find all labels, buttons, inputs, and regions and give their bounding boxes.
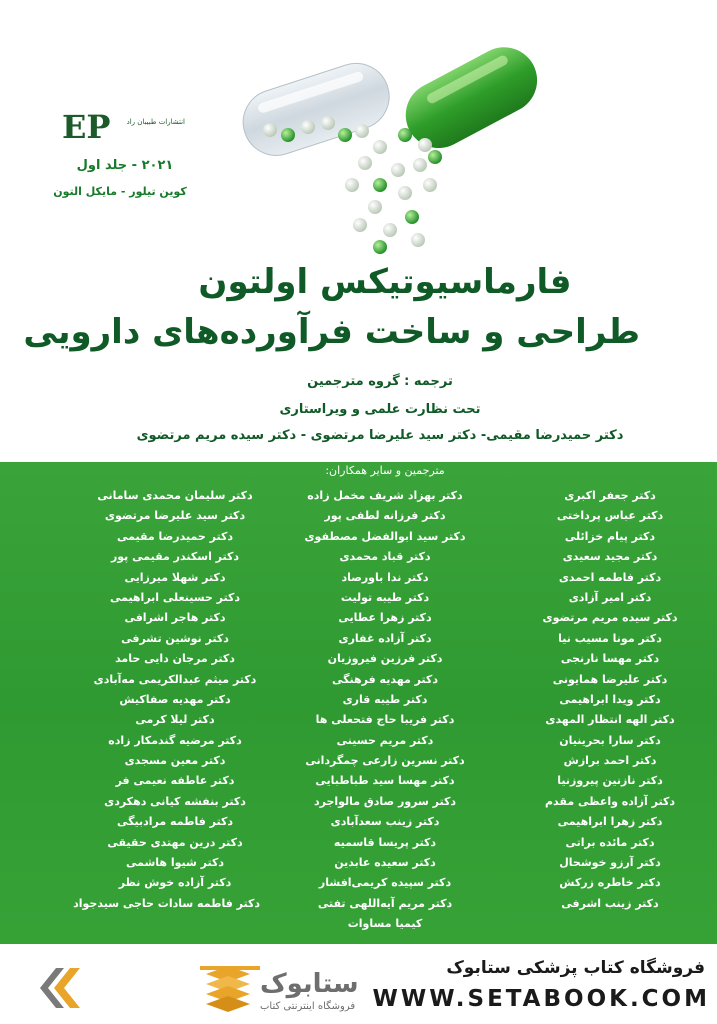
- pill-bead: [355, 124, 369, 138]
- translator-name: دکتر مرضیه گندمکار زاده: [108, 733, 242, 747]
- translators-column-left: [73, 486, 260, 914]
- translation-credit: ترجمه : گروه مترجمین: [307, 374, 453, 389]
- translator-name: دکتر آزاده خوش نظر: [118, 876, 232, 890]
- pill-bead: [423, 178, 437, 192]
- supervision-label: تحت نظارت علمی و ویراستاری: [279, 402, 481, 417]
- pill-bead: [405, 210, 419, 224]
- supervisors-names: دکتر حمیدرضا مقیمی- دکتر سید علیرضا مرتضوی - دکتر سیده مریم مرتضوی: [136, 428, 624, 443]
- translator-name: دکتر زهرا عطایی: [338, 611, 432, 625]
- translator-name: دکتر مهسا نارنجی: [560, 652, 660, 666]
- translator-name: دکتر زهرا ابراهیمی: [557, 815, 663, 829]
- pill-bead: [398, 128, 412, 142]
- book-title: فارماسیوتیکس اولتون: [198, 262, 572, 302]
- translator-name: دکتر مرجان دایی حامد: [115, 652, 235, 666]
- translator-name: دکتر فرزانه لطفی پور: [324, 509, 446, 523]
- pill-bead: [391, 163, 405, 177]
- translator-name: دکتر عباس پرداختی: [556, 509, 664, 523]
- pill-bead: [383, 223, 397, 237]
- translator-name: دکتر الهه انتظار المهدی: [545, 713, 675, 727]
- translator-name: دکتر معین مسجدی: [124, 754, 226, 768]
- pill-bead: [373, 140, 387, 154]
- translator-name: دکتر سعیده عابدین: [334, 856, 436, 870]
- translator-name: دکتر نسرین زارعی چمگردانی: [305, 754, 465, 768]
- publisher-name: انتشارات طبیبان راد: [126, 118, 185, 126]
- translator-name: دکتر سپیده کریمی‌افشار: [318, 876, 452, 890]
- translator-name: دکتر هاجر اشرافی: [124, 611, 226, 625]
- translator-name: دکتر مهدیه فرهنگی: [332, 672, 438, 686]
- translator-name: کیمیا مساوات: [347, 917, 423, 931]
- translator-name: دکتر امیر آزادی: [568, 590, 652, 604]
- translator-name: دکتر طیبه تولیت: [340, 590, 430, 604]
- translator-name: دکتر آزاده غفاری: [338, 631, 432, 645]
- publisher-logo-text: EP: [62, 108, 111, 146]
- collaborators-label: مترجمین و سایر همکاران:: [325, 464, 445, 477]
- pill-bead: [373, 240, 387, 254]
- translator-name: دکتر فریبا حاج فتحعلی ها: [315, 713, 455, 727]
- translator-name: دکتر سرور صادق مالواجرد: [313, 794, 457, 808]
- translator-name: دکتر شیوا هاشمی: [125, 856, 225, 870]
- translator-name: دکتر مائده براتی: [565, 835, 655, 849]
- translator-name: دکتر عاطفه نعیمی فر: [115, 774, 235, 788]
- translator-name: دکتر سلیمان محمدی سامانی: [97, 489, 253, 502]
- translators-column-right: [535, 486, 685, 914]
- translator-name: دکتر احمد برازش: [563, 754, 657, 768]
- store-logo-subtitle: فروشگاه اینترنتی کتاب: [260, 1001, 356, 1012]
- translator-name: دکتر مهدیه صفاکیش: [119, 692, 231, 706]
- translator-name: دکتر سید ابوالفضل مصطفوی: [304, 529, 466, 543]
- translator-name: دکتر مهسا سید طباطبایی: [315, 774, 455, 788]
- translator-name: دکتر نازنین پیروزنیا: [557, 774, 663, 788]
- pill-bead: [358, 156, 372, 170]
- translator-name: دکتر سیده مریم مرتضوی: [542, 611, 678, 625]
- book-subtitle: طراحی و ساخت فرآورده‌های دارویی: [23, 312, 640, 352]
- store-logo-text: ستابوک: [260, 969, 359, 999]
- translator-name: دکتر حمیدرضا مقیمی: [117, 529, 233, 543]
- pill-bead: [428, 150, 442, 164]
- pill-bead: [281, 128, 295, 142]
- pill-bead: [338, 128, 352, 142]
- translator-name: دکتر خاطره زرکش: [559, 876, 661, 890]
- store-url-link[interactable]: WWW.SETABOOK.COM: [372, 986, 710, 1012]
- translator-name: دکتر لیلا کرمی: [135, 713, 215, 727]
- store-title: فروشگاه کتاب پزشکی ستابوک: [446, 958, 705, 978]
- translator-name: دکتر ویدا ابراهیمی: [559, 692, 661, 706]
- translator-name: دکتر مریم حسینی: [336, 733, 434, 747]
- pill-bead: [413, 158, 427, 172]
- translator-name: دکتر پیام خزائلی: [564, 529, 656, 543]
- capsule-illustration: [230, 35, 550, 265]
- pill-bead: [353, 218, 367, 232]
- translator-name: دکتر قباد محمدی: [339, 550, 431, 564]
- edition-label: ۲۰۲۱ - جلد اول: [76, 158, 174, 173]
- translator-name: دکتر شهلا میرزایی: [124, 570, 226, 584]
- translator-name: دکتر فرزین فیروزیان: [327, 652, 443, 666]
- pill-bead: [373, 178, 387, 192]
- translator-name: دکتر سارا بحرینیان: [559, 733, 661, 747]
- translator-name: دکتر علیرضا همایونی: [552, 672, 668, 686]
- translator-name: دکتر حسینعلی ابراهیمی: [109, 590, 241, 604]
- translator-name: دکتر اسکندر مقیمی پور: [110, 550, 240, 564]
- translator-name: دکتر سید علیرضا مرتضوی: [104, 509, 246, 523]
- pill-bead: [368, 200, 382, 214]
- chevron-logo-icon: [40, 968, 80, 1008]
- translator-name: دکتر مریم آیه‌اللهی تفتی: [317, 896, 453, 910]
- translator-name: دکتر پریسا قاسمیه: [333, 835, 437, 849]
- translator-name: دکتر طیبه قاری: [342, 692, 428, 706]
- pill-bead: [418, 138, 432, 152]
- translator-name: دکتر فاطمه مرادبیگی: [117, 815, 233, 829]
- translator-name: دکتر مونا مسیب نیا: [558, 631, 662, 645]
- pill-bead: [345, 178, 359, 192]
- publisher-logo: [60, 108, 180, 144]
- translator-name: دکتر میثم عبدالکریمی مه‌آبادی: [93, 672, 257, 686]
- pill-bead: [398, 186, 412, 200]
- translators-column-middle: [295, 486, 475, 935]
- translator-name: دکتر فاطمه سادات حاجی سیدجواد: [73, 896, 260, 910]
- translator-name: دکتر آرزو خوشحال: [559, 856, 661, 870]
- pill-bead: [263, 123, 277, 137]
- pill-bead: [321, 116, 335, 130]
- translator-name: دکتر بهزاد شریف مخمل زاده: [307, 489, 463, 502]
- translator-name: دکتر جعفر اکبری: [564, 489, 656, 502]
- translator-name: دکتر مجید سعیدی: [562, 550, 658, 564]
- pill-bead: [411, 233, 425, 247]
- translator-name: دکتر آزاده واعظی مقدم: [545, 794, 675, 808]
- translator-name: دکتر نوشین تشرفی: [121, 631, 229, 645]
- pill-bead: [301, 120, 315, 134]
- translator-name: دکتر فاطمه احمدی: [558, 570, 662, 584]
- translator-name: دکتر زینب سعدآبادی: [330, 815, 440, 829]
- translator-name: دکتر ندا باورصاد: [341, 570, 429, 584]
- book-stack-icon: [198, 964, 258, 1012]
- translator-name: دکتر زینب اشرفی: [561, 896, 659, 910]
- translator-name: دکتر درین مهتدی حقیقی: [107, 835, 243, 849]
- authors-label: کوین تیلور - مایکل التون: [53, 185, 187, 198]
- translator-name: دکتر بنفشه کیانی دهکردی: [104, 794, 246, 808]
